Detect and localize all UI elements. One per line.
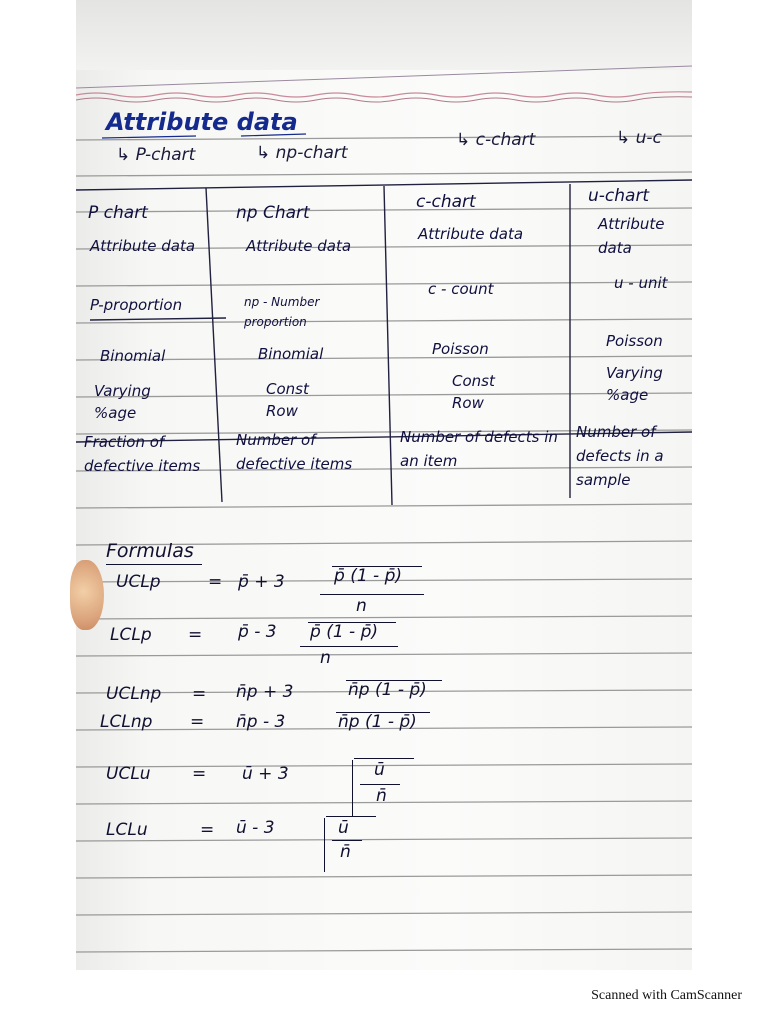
formula-lcl-u-radical-stem: [324, 818, 325, 872]
formulas-heading-underline: [106, 564, 202, 565]
formula-lcl-u-sqrt: [326, 816, 376, 817]
cell-r1-c3: Attribute data: [418, 225, 524, 243]
formula-ucl-p-numerator: p̄ (1 - p̄): [334, 566, 403, 586]
cell-r1-c4: Attribute data: [598, 215, 665, 257]
cell-r3-c4: Poisson: [606, 332, 663, 350]
header-p-chart: P chart: [88, 203, 148, 223]
cell-r3-c3: Poisson: [432, 340, 489, 358]
formula-lcl-u-numerator: ū: [338, 818, 349, 838]
formula-ucl-u-sqrt: [354, 758, 414, 759]
finger-edge: [70, 560, 104, 630]
formula-lcl-p-eq: =: [188, 625, 203, 645]
cell-r2-c3: c - count: [428, 280, 494, 298]
cell-r1-c2: Attribute data: [246, 237, 352, 255]
formula-ucl-u-radical-stem: [352, 760, 353, 816]
formula-lcl-u-fraction-bar: [332, 840, 362, 841]
formula-ucl-u-eq: =: [192, 764, 207, 784]
header-u-chart: u-chart: [588, 186, 650, 206]
formula-ucl-u-denominator: n̄: [376, 786, 387, 806]
formula-ucl-p-sqrt: [332, 566, 422, 567]
formula-ucl-u-lhs: UCLu: [106, 764, 151, 784]
formula-ucl-u-fraction-bar: [360, 784, 400, 785]
cell-r4-c4: Varying %age: [606, 364, 663, 404]
formula-lcl-p-numerator: p̄ (1 - p̄): [310, 622, 379, 642]
cell-r2-c2: np - Number proportion: [244, 295, 320, 329]
formula-ucl-u-numerator: ū: [374, 760, 385, 780]
cell-r3-c1: Binomial: [100, 347, 166, 365]
formulas-heading: Formulas: [106, 540, 194, 562]
subtitle-np-chart: ↳ np-chart: [256, 143, 348, 163]
formula-ucl-np-lhs: UCLnp: [106, 684, 162, 704]
formula-lcl-np-numerator: n̄p (1 - p̄): [338, 712, 417, 732]
cell-r2-c4: u - unit: [614, 274, 668, 292]
notebook-page: [76, 0, 692, 970]
formula-ucl-p-rhs: p̄ + 3: [238, 572, 285, 592]
cell-r5-c2: Number of defective items: [236, 431, 353, 473]
formula-lcl-np-rhs: n̄p - 3: [236, 712, 286, 732]
formula-ucl-p-lhs: UCLp: [116, 572, 161, 592]
cell-r4-c2: Const Row: [266, 380, 309, 420]
formula-ucl-np-numerator: n̄p (1 - p̄): [348, 680, 427, 700]
cell-r4-c1: Varying %age: [94, 382, 151, 422]
formula-lcl-np-lhs: LCLnp: [100, 712, 153, 732]
cell-r5-c3: Number of defects in an item: [400, 428, 558, 470]
formula-lcl-u-eq: =: [200, 820, 215, 840]
formula-ucl-np-rhs: n̄p + 3: [236, 682, 294, 702]
formula-lcl-u-lhs: LCLu: [106, 820, 148, 840]
formula-ucl-np-sqrt: [346, 680, 442, 681]
formula-lcl-u-denominator: n̄: [340, 842, 351, 862]
formula-lcl-u-rhs: ū - 3: [236, 818, 275, 838]
page-title: Attribute data: [106, 108, 298, 136]
formula-lcl-p-fraction-bar: [300, 646, 398, 647]
cell-r3-c2: Binomial: [258, 345, 324, 363]
formula-lcl-p-denominator: n: [320, 648, 331, 668]
formula-lcl-np-sqrt: [336, 712, 430, 713]
formula-ucl-p-fraction-bar: [320, 594, 424, 595]
formula-lcl-p-sqrt: [308, 622, 396, 623]
cell-r1-c1: Attribute data: [90, 237, 196, 255]
cell-r5-c4: Number of defects in a sample: [576, 423, 664, 489]
cell-r5-c1: Fraction of defective items: [84, 433, 201, 475]
header-np-chart: np Chart: [236, 203, 310, 223]
formula-lcl-p-lhs: LCLp: [110, 625, 152, 645]
subtitle-p-chart: ↳ P-chart: [116, 145, 196, 165]
cell-r2-c1: P-proportion: [90, 296, 183, 314]
formula-ucl-p-denominator: n: [356, 596, 367, 616]
formula-lcl-np-eq: =: [190, 712, 205, 732]
subtitle-c-chart: ↳ c-chart: [456, 130, 536, 150]
camscanner-footer: Scanned with CamScanner: [591, 988, 742, 1003]
header-c-chart: c-chart: [416, 192, 476, 212]
formula-lcl-p-rhs: p̄ - 3: [238, 622, 277, 642]
cell-r4-c3: Const Row: [452, 372, 495, 412]
formula-ucl-u-rhs: ū + 3: [242, 764, 289, 784]
formula-ucl-np-eq: =: [192, 684, 207, 704]
subtitle-u-chart: ↳ u-c: [616, 128, 662, 148]
formula-ucl-p-eq: =: [208, 572, 223, 592]
